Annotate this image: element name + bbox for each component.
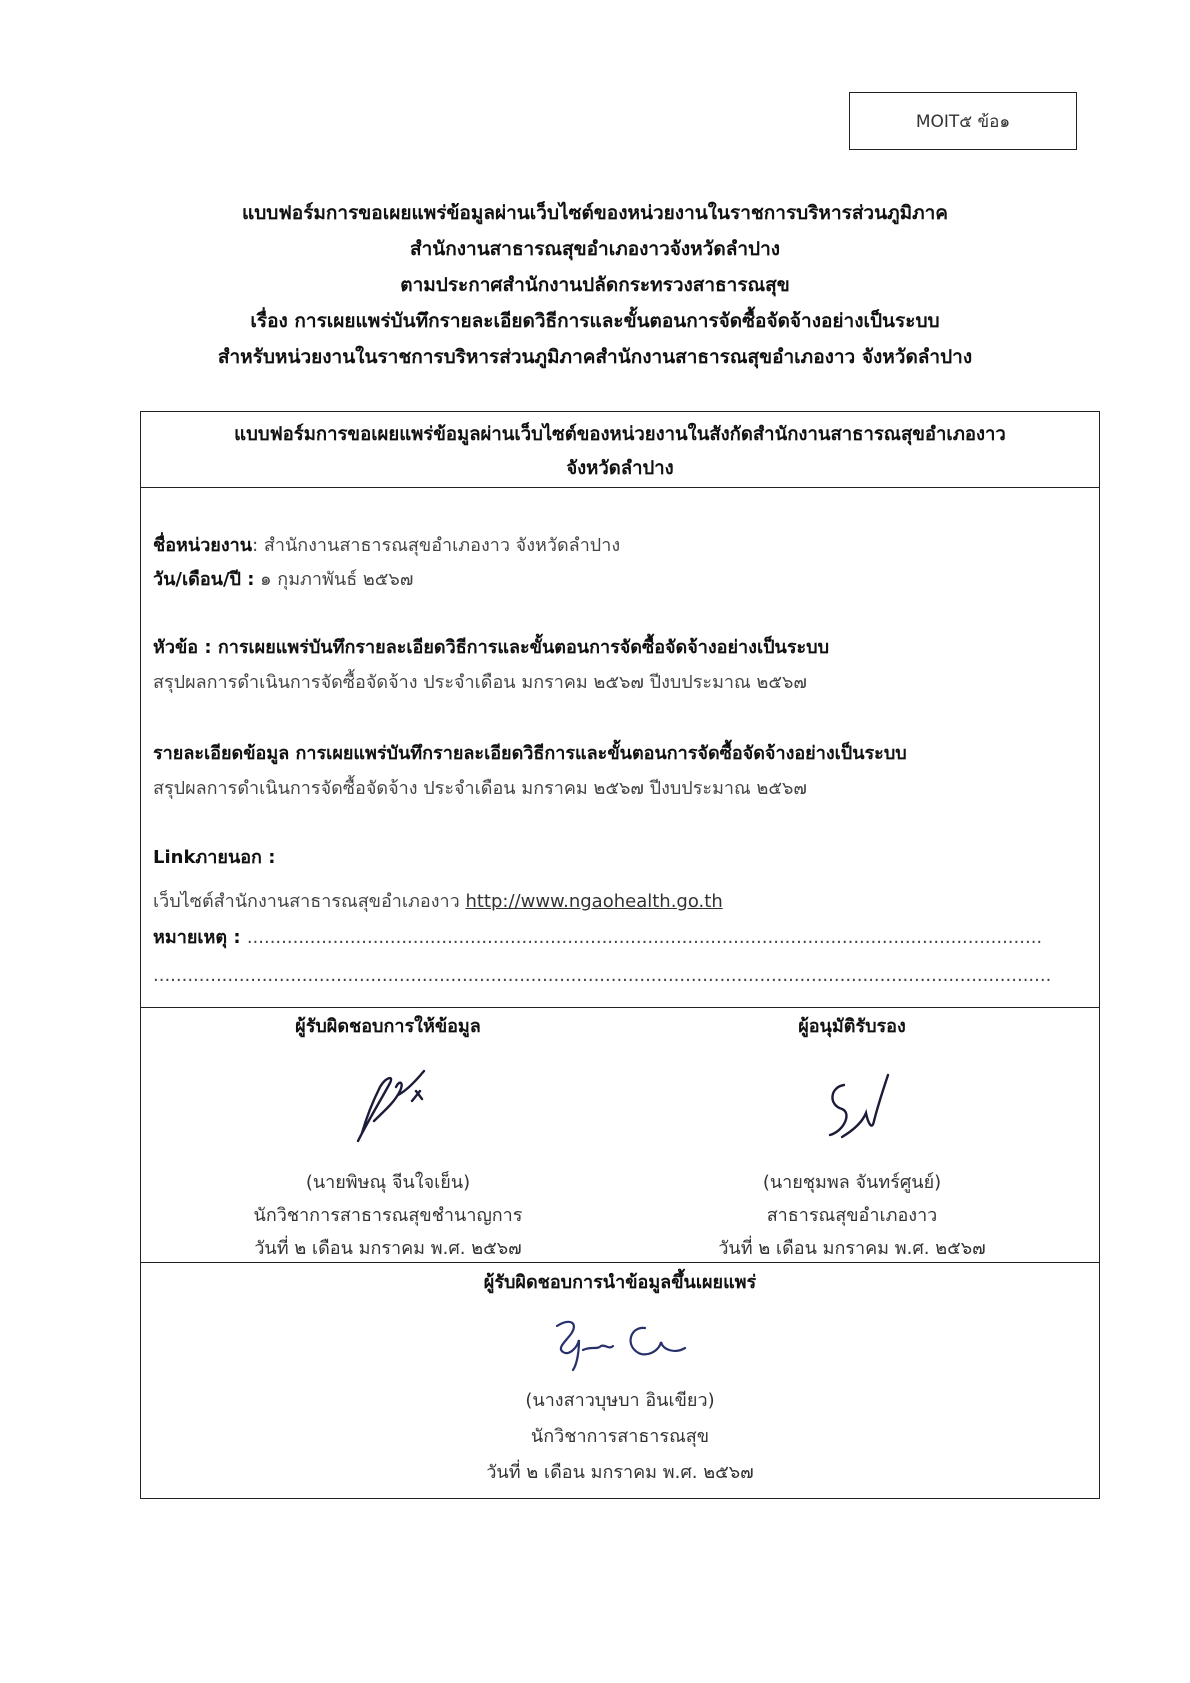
signature-left-name: (นายพิษณุ จีนใจเย็น) (305, 1172, 471, 1193)
unit-label: ชื่อหน่วยงาน (153, 535, 253, 556)
document-code-box (849, 92, 1077, 150)
signature-right-date: วันที่ ๒ เดือน มกราคม พ.ศ. ๒๕๖๗ (718, 1238, 986, 1259)
detail-subtitle: สรุปผลการดำเนินการจัดซื้อจัดจ้าง ประจำเดือน มกราคม ๒๕๖๗ ปีงบประมาณ ๒๕๖๗ (153, 778, 807, 799)
publisher-heading: ผู้รับผิดชอบการนำข้อมูลขึ้นเผยแพร่ (483, 1272, 757, 1293)
website-link[interactable]: http://www.ngaohealth.go.th (465, 891, 723, 912)
date-row (153, 566, 1087, 594)
signature-right-heading: ผู้อนุมัติรับรอง (798, 1016, 906, 1037)
title-line-2: สำนักงานสาธารณสุขอำเภองาวจังหวัดลำปาง (409, 238, 781, 260)
unit-row (153, 532, 1087, 560)
signature-right-image (792, 1061, 912, 1151)
topic-subtitle: สรุปผลการดำเนินการจัดซื้อจัดจ้าง ประจำเดือน มกราคม ๒๕๖๗ ปีงบประมาณ ๒๕๖๗ (153, 672, 807, 693)
title-line-3: ตามประกาศสำนักงานปลัดกระทรวงสาธารณสุข (400, 274, 790, 296)
form-body (141, 488, 1099, 1018)
signature-right (617, 1008, 1087, 1265)
external-link-label: Linkภายนอก : (153, 847, 276, 868)
form-header-line-1: แบบฟอร์มการขอเผยแพร่ข้อมูลผ่านเว็บไซต์ของหน่วยงานในสังกัดสำนักงานสาธารณสุขอำเภองาว (234, 424, 1006, 445)
publisher-name: (นางสาวบุษบา อินเขียว) (525, 1390, 715, 1411)
signature-left-position: นักวิชาการสาธารณสุขชำนาญการ (253, 1205, 523, 1226)
signature-left-heading: ผู้รับผิดชอบการให้ข้อมูล (295, 1016, 481, 1037)
title-line-5: สำหรับหน่วยงานในราชการบริหารส่วนภูมิภาคสำนักงานสาธารณสุขอำเภองาว จังหวัดลำปาง (217, 346, 973, 368)
title-line-1: แบบฟอร์มการขอเผยแพร่ข้อมูลผ่านเว็บไซต์ของหน่วยงานในราชการบริหารส่วนภูมิภาค (241, 202, 949, 224)
website-text: เว็บไซต์สำนักงานสาธารณสุขอำเภองาว (153, 891, 466, 912)
unit-value: : สำนักงานสาธารณสุขอำเภองาว จังหวัดลำปาง (252, 535, 621, 556)
title-line-4: เรื่อง การเผยแพร่บันทึกรายละเอียดวิธีการและขั้นตอนการจัดซื้อจัดจ้างอย่างเป็นระบบ (250, 310, 940, 332)
publisher-position: นักวิชาการสาธารณสุข (530, 1426, 710, 1447)
detail-label: รายละเอียดข้อมูล การเผยแพร่บันทึกรายละเอียดวิธีการและขั้นตอนการจัดซื้อจัดจ้างอย่างเป็นระบบ (153, 743, 907, 764)
signature-right-handwriting (617, 1046, 1087, 1166)
publisher-signature-image (535, 1308, 705, 1378)
publisher-date: วันที่ ๒ เดือน มกราคม พ.ศ. ๒๕๖๗ (486, 1462, 754, 1483)
note-row (153, 924, 1087, 952)
signature-left-image (328, 1061, 448, 1151)
note-dots-2: ............................................................................................................................................................. (153, 965, 1052, 986)
form-header-line-2: จังหวัดลำปาง (566, 458, 674, 479)
publication-form (140, 411, 1100, 1499)
signature-section (141, 1007, 1099, 1263)
date-value: ๑ กุมภาพันธ์ ๒๕๖๗ (254, 569, 414, 590)
publisher-section (141, 1263, 1099, 1500)
signature-right-name: (นายชุมพล จันทร์ศูนย์) (762, 1172, 942, 1193)
note-dots-1: ........................................................................................................................................... (246, 927, 1043, 948)
signature-left-date: วันที่ ๒ เดือน มกราคม พ.ศ. ๒๕๖๗ (254, 1238, 522, 1259)
date-label: วัน/เดือน/ปี : (153, 569, 255, 590)
publisher-handwriting (141, 1303, 1099, 1383)
note-label: หมายเหตุ : (153, 927, 247, 948)
document-title (80, 195, 1110, 375)
signature-left (153, 1008, 623, 1265)
signature-left-handwriting (153, 1046, 623, 1166)
signature-right-position: สาธารณสุขอำเภองาว (766, 1205, 938, 1226)
website-row (153, 888, 1087, 916)
topic-label: หัวข้อ : การเผยแพร่บันทึกรายละเอียดวิธีการและขั้นตอนการจัดซื้อจัดจ้างอย่างเป็นระบบ (153, 637, 830, 658)
document-code: MOIT๕ ข้อ๑ (915, 111, 1011, 132)
form-header (141, 412, 1099, 488)
